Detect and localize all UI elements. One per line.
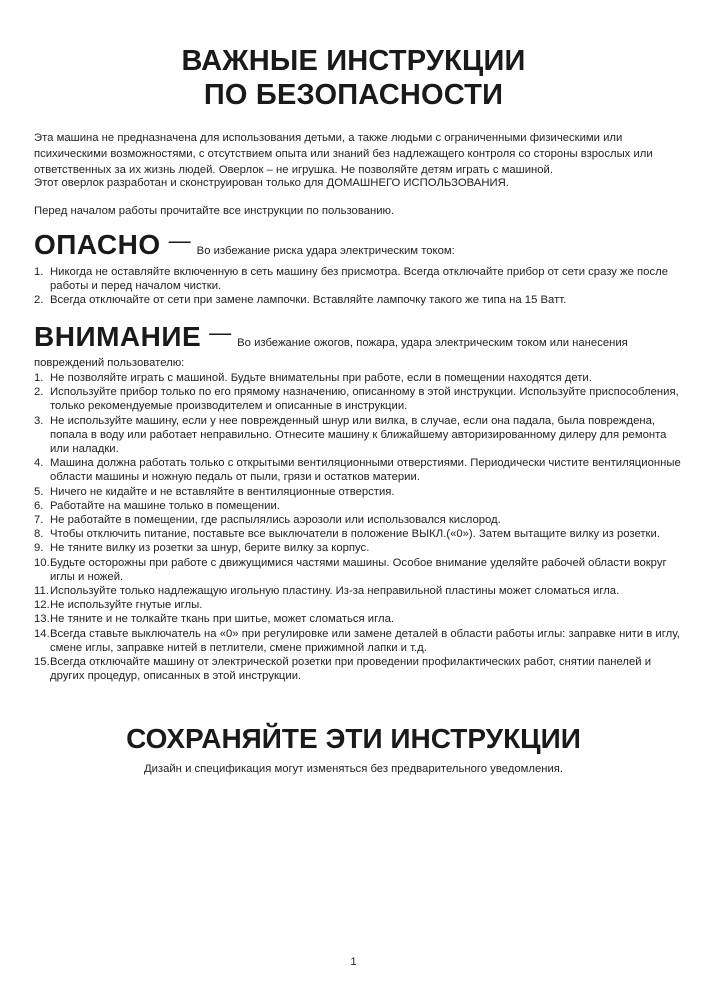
list-item-text: Используйте только надлежащую игольную пластину. Из-за неправильной пластины может сломаться игла.: [50, 585, 620, 598]
list-item-text: Ничего не кидайте и не вставляйте в вентиляционные отверстия.: [50, 485, 395, 498]
list-item-number: 8.: [34, 528, 44, 541]
warning-heading-row: [34, 322, 679, 352]
list-item-text: Никогда не оставляйте включенную в сеть машину без присмотра. Всегда отключайте прибор от сети сразу же после работы и перед началом чистки.: [50, 266, 668, 293]
intro-paragraph-2: Этот оверлок разработан и сконструирован только для ДОМАШНЕГО ИСПОЛЬЗОВАНИЯ.: [34, 177, 509, 189]
list-item-number: 5.: [34, 485, 44, 498]
list-item: [34, 627, 682, 655]
title-line-2: ПО БЕЗОПАСНОСТИ: [203, 79, 504, 111]
danger-heading: ОПАСНО: [34, 229, 161, 260]
list-item-text: Используйте прибор только по его прямому назначению, описанному в этой инструкции. Используйте приспособления, только рекомендуемые производителем и описанные в инструкции.: [50, 386, 679, 413]
list-item-number: 15.: [34, 656, 50, 669]
danger-heading-row: [34, 230, 679, 260]
list-item-number: 11.: [34, 585, 49, 598]
list-item-number: 6.: [34, 499, 44, 512]
list-item: [34, 655, 682, 683]
list-item-number: 9.: [34, 542, 44, 555]
list-item: [34, 556, 682, 584]
danger-dash: —: [168, 228, 191, 253]
design-notice: Дизайн и спецификация могут изменяться без предварительного уведомления.: [143, 763, 564, 775]
list-item-number: 1.: [34, 372, 44, 384]
list-item: [34, 499, 682, 513]
list-item-text: Работайте на машине только в помещении.: [50, 499, 280, 512]
list-item: [34, 293, 682, 307]
list-item: [34, 598, 682, 612]
list-item-number: 3.: [34, 414, 44, 427]
list-item: [34, 485, 682, 499]
warning-heading: ВНИМАНИЕ: [34, 321, 202, 352]
list-item: [34, 414, 682, 457]
title-line-1: ВАЖНЫЕ ИНСТРУКЦИИ: [181, 45, 526, 77]
list-item-text: Не используйте машину, если у нее поврежденный шнур или вилка, в случае, если она падала, была повреждена, попала в воду или работает неправильно. Отнесите машину к ближайшему авторизированному дилеру для ремонта или наладки.: [50, 414, 667, 456]
warning-lead: Во избежание ожогов, пожара, удара электрическим током или нанесения: [237, 337, 628, 349]
list-item-number: 1.: [34, 266, 44, 278]
list-item-number: 7.: [34, 514, 44, 527]
list-item: [34, 385, 682, 413]
list-item-text: Не используйте гнутые иглы.: [50, 599, 203, 612]
warning-dash: —: [209, 320, 232, 345]
list-item-number: 12.: [34, 599, 50, 612]
list-item: [34, 612, 682, 626]
list-item-number: 2.: [34, 386, 44, 399]
list-item: [34, 527, 682, 541]
intro-paragraph-3: Перед началом работы прочитайте все инструкции по пользованию.: [34, 205, 395, 217]
list-item-text: Всегда ставьте выключатель на «0» при регулировке или замене деталей в области работы иглы: заправке нити в иглу, смене иглы, заправке нитей в петлители, смене прижимной лапки и т.д.: [50, 627, 680, 654]
save-instructions-heading: СОХРАНЯЙТЕ ЭТИ ИНСТРУКЦИИ: [126, 723, 581, 754]
list-item-number: 2.: [34, 294, 44, 307]
list-item-text: Не тяните и не толкайте ткань при шитье, может сломаться игла.: [50, 613, 394, 626]
intro-paragraph-1: Эта машина не предназначена для использования детьми, а также людьми с ограниченными физическими или психическими возможностями, с отсутствием опыта или знаний без надлежащего контроля со стороны взрослых или ответственных за их жизнь людей. Оверлок – не игрушка. Не позволяйте детям играть с машиной.: [34, 132, 653, 176]
list-item-text: Не тяните вилку из розетки за шнур, берите вилку за корпус.: [50, 542, 370, 555]
list-item: [34, 265, 682, 293]
list-item: [34, 541, 682, 555]
list-item-number: 14.: [34, 627, 50, 640]
list-item-text: Не работайте в помещении, где распылялись аэрозоли или использовался кислород.: [50, 514, 501, 527]
list-item: [34, 584, 682, 598]
list-item-text: Всегда отключайте от сети при замене лампочки. Вставляйте лампочку такого же типа на 15 Ватт.: [50, 294, 567, 307]
page-number: 1: [350, 956, 357, 968]
danger-lead: Во избежание риска удара электрическим током:: [196, 245, 455, 257]
list-item: [34, 456, 682, 484]
page-title: [0, 44, 707, 112]
warning-list: [34, 371, 682, 683]
list-item-number: 4.: [34, 457, 44, 470]
list-item-text: Машина должна работать только с открытыми вентиляционными отверстиями. Периодически чистите вентиляционные области машины и ножную педаль от пыли, грязи и остатков материи.: [50, 457, 681, 484]
list-item-number: 13.: [34, 613, 50, 626]
list-item: [34, 371, 682, 385]
list-item-number: 10.: [34, 556, 50, 569]
warning-lead-continuation: повреждений пользователю:: [34, 357, 185, 369]
list-item-text: Не позволяйте играть с машиной. Будьте внимательны при работе, если в помещении находятся дети.: [50, 372, 592, 384]
list-item: [34, 513, 682, 527]
danger-list: [34, 265, 682, 308]
list-item-text: Чтобы отключить питание, поставьте все выключатели в положение ВЫКЛ.(«0»). Затем вытащите вилку из розетки.: [50, 528, 660, 541]
list-item-text: Всегда отключайте машину от электрической розетки при проведении профилактических работ, снятии панелей и других процедур, описанных в этой инструкции.: [50, 656, 652, 683]
list-item-text: Будьте осторожны при работе с движущимися частями машины. Особое внимание уделяйте рабочей области вокруг иглы и ножей.: [50, 556, 667, 583]
